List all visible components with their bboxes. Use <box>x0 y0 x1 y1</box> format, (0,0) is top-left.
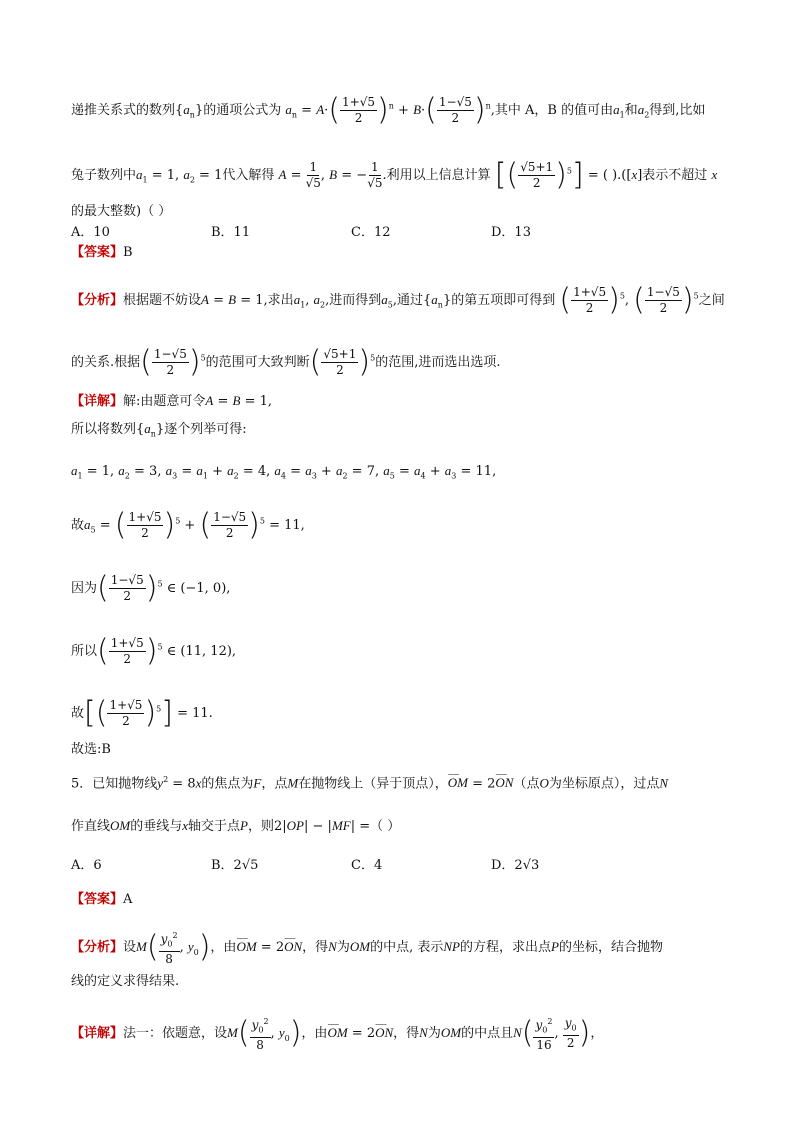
q4-analysis-line-2: 的关系.根据( $\frac{1-√5}{2}$ )$^5$的范围可大致判断( $\frac{√5+1}{2}$ )$^5$的范围,进而选出选项. <box>71 344 501 380</box>
q4-detail-line-7: 故[( $\frac{1+√5}{2}$ )$^5$] = 11. <box>71 695 213 731</box>
q4-detail-line-4: 故$a_5$ = ( $\frac{1+√5}{2}$ )$^5$ + ( $\frac{1-√5}{2}$ )$^5$ = 11, <box>71 507 305 543</box>
q5-option-a[interactable]: A．6 <box>71 858 102 873</box>
q4-final: 故选:B <box>71 742 111 757</box>
q5-line-2: 作直线OM的垂线与x轴交于点P，则2|OP| − |MF| =（ ） <box>71 818 401 834</box>
q4-answer <box>71 244 133 262</box>
q4-line-2: 兔子数列中$a_1 = 1$, $a_2 = 1$代入解得 A = $\frac{1}{√5}$ , B = − $\frac{1}{√5}$ .利用以上信息计算 [( $\frac{√5+1}{2}$ )$^5$] = ( ).([x]表示不超过 x <box>71 157 718 193</box>
q4-option-c[interactable]: C．12 <box>351 225 391 240</box>
q4-detail-line-5: 因为( $\frac{1-√5}{2}$ )$^5$ ∈ (−1, 0), <box>71 570 231 606</box>
q4-detail-line-1: 【详解】解:由题意可令A = B = 1, <box>71 393 273 409</box>
q5-option-b[interactable]: B．2√5 <box>211 858 259 873</box>
q4-line-1: 递推关系式的数列$\{a_n\}$的通项公式为 $a_n = A\cdot$( $\frac{1+√5}{2}$ )$^n$ + B·( $\frac{1-√5}{2}$ )$^n$,其中 A，B 的值可由$a_1$和$a_2$得到,比如 <box>71 92 706 128</box>
q5-options <box>71 857 631 875</box>
answer-tag: 【答案】 <box>71 245 124 260</box>
q5-detail-line-1: 【详解】法一：依题意，设M( $\frac{y_0^2}{8}$ , $y_0$)，由⌢⌢⌢ OM = 2⌢⌢⌢ ON，得N为OM的中点且N( $\frac{y_0^2}{16}$ , $\frac{y_0}{2}$ )， <box>71 1014 603 1053</box>
q4-detail-line-3: $a_1 = 1$, $a_2 = 3$, $a_3 = a_1 + a_2 = 4$, $a_4 = a_3 + a_2 = 7$, $a_5 = a_4 + a_3 = 11$, <box>71 463 497 481</box>
q5-analysis-line-2: 线的定义求得结果. <box>71 974 180 989</box>
q4-analysis-line-1: 【分析】根据题不妨设A = B = 1,求出$a_1$, $a_2$,进而得到$a_5$,通过$\{a_n\}$的第五项即可得到 ( $\frac{1+√5}{2}$ )$^5$, ( $\frac{1-√5}{2}$ )$^5$之间 <box>71 282 725 318</box>
q5-answer: 【答案】A <box>71 892 133 907</box>
q4-line-3: 的最大整数)（ ） <box>71 204 172 219</box>
q5-option-d[interactable]: D．2√3 <box>491 858 540 873</box>
q5-analysis-line-1: 【分析】设M( $\frac{y_0^2}{8}$ , $y_0$)，由⌢⌢⌢ OM = 2⌢⌢⌢ ON，得N为OM的中点, 表示NP的方程，求出点P的坐标，结合抛物 <box>71 928 663 967</box>
q4-detail-line-6: 所以( $\frac{1+√5}{2}$ )$^5$ ∈ (11, 12), <box>71 633 237 669</box>
q4-detail-line-2: 所以将数列$\{a_n\}$逐个列举可得: <box>71 421 247 439</box>
q4-options <box>71 224 631 242</box>
q5-line-1: 5．已知抛物线$y^2 = 8x$的焦点为F，点M在抛物线上（异于顶点），⌢⌢⌢ OM = 2⌢⌢⌢ ON（点O为坐标原点），过点N <box>71 771 668 793</box>
q4-option-a[interactable]: A．10 <box>71 225 110 240</box>
q4-option-b[interactable]: B．11 <box>211 225 251 240</box>
q5-option-c[interactable]: C．4 <box>351 858 383 873</box>
q4-option-d[interactable]: D．13 <box>491 225 531 240</box>
answer-value: B <box>123 245 133 260</box>
